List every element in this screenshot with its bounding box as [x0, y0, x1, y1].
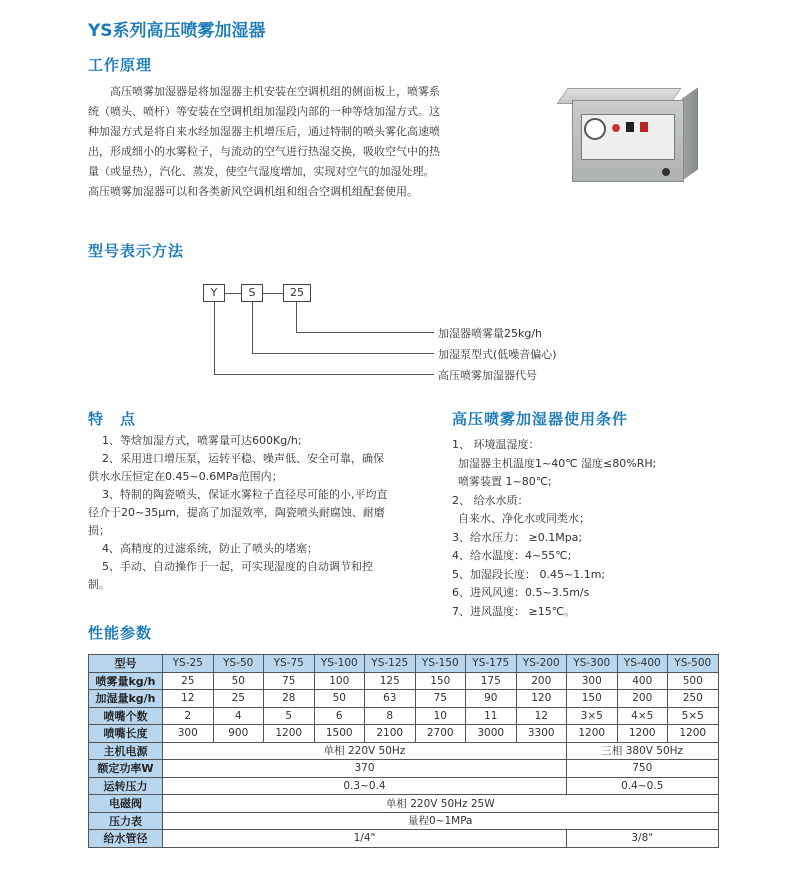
feature-line: 3、特制的陶瓷喷头，保证水雾粒子直径尽可能的小,平均直	[102, 488, 388, 501]
connector-line	[263, 293, 283, 294]
leader-line	[214, 374, 434, 375]
leader-line	[252, 353, 434, 354]
table-cell: 5×5	[668, 707, 719, 725]
table-cell: 4	[213, 707, 264, 725]
table-cell: 75	[415, 690, 466, 708]
feature-line: 1、等焓加湿方式，喷雾量可达600Kg/h;	[102, 434, 302, 447]
table-cell: 75	[264, 672, 315, 690]
model-header-cell: YS-200	[516, 655, 567, 673]
row-label: 电磁阀	[89, 795, 163, 813]
table-cell: 量程0~1MPa	[163, 812, 719, 830]
table-cell: 6	[314, 707, 365, 725]
conditions-heading: 高压喷雾加湿器使用条件	[452, 410, 629, 428]
table-cell: 25	[213, 690, 264, 708]
table-cell: 150	[567, 690, 618, 708]
conditions-text	[452, 436, 656, 621]
model-header-cell: YS-75	[264, 655, 315, 673]
table-cell: 1200	[567, 725, 618, 743]
table-cell: 10	[415, 707, 466, 725]
table-cell: 3/8"	[567, 830, 719, 848]
model-header-cell: YS-500	[668, 655, 719, 673]
model-header-cell: YS-175	[466, 655, 517, 673]
specs-heading: 性能参数	[88, 624, 153, 642]
feature-line: 径介于20~35μm，提高了加湿效率，陶瓷喷头耐腐蚀、耐磨	[88, 506, 385, 519]
table-row	[89, 795, 719, 813]
table-cell: 200	[516, 672, 567, 690]
table-cell: 3000	[466, 725, 517, 743]
table-cell: 50	[213, 672, 264, 690]
row-label: 加湿量kg/h	[89, 690, 163, 708]
model-label-code: 高压喷雾加湿器代号	[438, 369, 537, 382]
principle-line: 高压喷雾加湿器是将加湿器主机安装在空调机组的侧面板上，喷雾系	[110, 85, 440, 98]
table-cell: 200	[617, 690, 668, 708]
table-cell: 25	[163, 672, 214, 690]
model-header-cell: YS-125	[365, 655, 416, 673]
features-heading: 特 点	[88, 410, 137, 428]
table-cell: 0.4~0.5	[567, 777, 719, 795]
row-label: 给水管径	[89, 830, 163, 848]
page-title: YS系列高压喷雾加湿器	[88, 21, 266, 41]
model-header-cell: YS-150	[415, 655, 466, 673]
device-side	[682, 87, 698, 180]
connector-line	[225, 293, 241, 294]
principle-line: 统（喷头、喷杆）等安装在空调机组加湿段内部的一种等焓加湿方式。这	[88, 105, 440, 118]
condition-line: 喷雾装置 1~80℃;	[458, 475, 552, 488]
table-cell: 300	[567, 672, 618, 690]
model-label-capacity: 加湿器喷雾量25kg/h	[438, 327, 543, 340]
table-row	[89, 777, 719, 795]
row-label: 运转压力	[89, 777, 163, 795]
table-cell: 400	[617, 672, 668, 690]
principle-line: 出，形成细小的水雾粒子，与流动的空气进行热湿交换，吸收空气中的热	[88, 145, 440, 158]
table-cell: 500	[668, 672, 719, 690]
table-cell: 175	[466, 672, 517, 690]
principle-line: 种加湿方式是将自来水经加湿器主机增压后，通过特制的喷头雾化高速喷	[88, 125, 440, 138]
leader-line	[296, 302, 297, 332]
principle-text	[88, 82, 440, 202]
model-header-cell: YS-100	[314, 655, 365, 673]
feature-line: 2、采用进口增压泵，运转平稳、噪声低、安全可靠，确保	[102, 452, 384, 465]
table-row	[89, 830, 719, 848]
row-label: 额定功率W	[89, 760, 163, 778]
switch-icon	[640, 122, 648, 132]
table-cell: 100	[314, 672, 365, 690]
table-row	[89, 672, 719, 690]
model-header-cell: YS-300	[567, 655, 618, 673]
leader-line	[214, 302, 215, 374]
table-cell: 单相 220V 50Hz 25W	[163, 795, 719, 813]
table-cell: 3×5	[567, 707, 618, 725]
condition-line: 4、给水温度：4~55℃;	[452, 549, 572, 562]
feature-line: 4、高精度的过滤系统，防止了喷头的堵塞；	[102, 542, 318, 555]
principle-heading: 工作原理	[88, 56, 153, 74]
table-cell: 370	[163, 760, 567, 778]
table-cell: 750	[567, 760, 719, 778]
specs-table	[88, 654, 719, 848]
indicator-light-icon	[612, 124, 620, 132]
table-cell: 1500	[314, 725, 365, 743]
model-box-y: Y	[203, 284, 225, 302]
table-cell: 1200	[617, 725, 668, 743]
leader-line	[252, 302, 253, 353]
model-header-cell: YS-50	[213, 655, 264, 673]
table-cell: 63	[365, 690, 416, 708]
table-row	[89, 690, 719, 708]
table-cell: 1/4"	[163, 830, 567, 848]
principle-line: 量（或显热），汽化、蒸发，使空气湿度增加，实现对空气的加湿处理。	[88, 165, 435, 178]
condition-line: 2、 给水水质：	[452, 493, 529, 507]
model-header-cell: YS-25	[163, 655, 214, 673]
table-cell: 2	[163, 707, 214, 725]
table-cell: 12	[163, 690, 214, 708]
table-cell: 三相 380V 50Hz	[567, 742, 719, 760]
table-header-cell: 型号	[89, 655, 163, 673]
table-row	[89, 655, 719, 673]
row-label: 喷嘴个数	[89, 707, 163, 725]
table-cell: 1200	[264, 725, 315, 743]
table-cell: 5	[264, 707, 315, 725]
table-cell: 2700	[415, 725, 466, 743]
table-row	[89, 742, 719, 760]
row-label: 喷雾量kg/h	[89, 672, 163, 690]
table-row	[89, 812, 719, 830]
table-cell: 90	[466, 690, 517, 708]
condition-line: 7、进风温度： ≥15℃。	[452, 604, 576, 618]
table-cell: 单相 220V 50Hz	[163, 742, 567, 760]
condition-line: 6、进风风速：0.5~3.5m/s	[452, 586, 590, 599]
table-cell: 2100	[365, 725, 416, 743]
table-cell: 3300	[516, 725, 567, 743]
row-label: 喷嘴长度	[89, 725, 163, 743]
table-cell: 150	[415, 672, 466, 690]
principle-line: 高压喷雾加湿器可以和各类新风空调机组和组合空调机组配套使用。	[88, 185, 418, 198]
feature-line: 损；	[88, 524, 110, 537]
model-header-cell: YS-400	[617, 655, 668, 673]
table-cell: 1200	[668, 725, 719, 743]
condition-line: 自来水、净化水或同类水；	[458, 512, 590, 525]
table-cell: 0.3~0.4	[163, 777, 567, 795]
feature-line: 制。	[88, 578, 110, 591]
model-box-25: 25	[283, 284, 311, 302]
table-cell: 28	[264, 690, 315, 708]
table-row	[89, 707, 719, 725]
table-cell: 50	[314, 690, 365, 708]
table-cell: 300	[163, 725, 214, 743]
row-label: 主机电源	[89, 742, 163, 760]
condition-line: 5、加湿段长度： 0.45~1.1m;	[452, 567, 606, 581]
model-label-pump: 加湿泵型式(低噪音偏心)	[438, 348, 557, 361]
condition-line: 1、 环境温湿度：	[452, 438, 540, 451]
table-cell: 11	[466, 707, 517, 725]
table-cell: 900	[213, 725, 264, 743]
features-text	[88, 432, 388, 594]
feature-line: 供水水压恒定在0.45~0.6MPa范围内；	[88, 470, 283, 483]
row-label: 压力表	[89, 812, 163, 830]
table-row	[89, 725, 719, 743]
table-cell: 120	[516, 690, 567, 708]
switch-icon	[626, 122, 634, 132]
table-cell: 125	[365, 672, 416, 690]
condition-line: 3、给水压力： ≥0.1Mpa;	[452, 530, 583, 544]
pressure-gauge-icon	[584, 118, 606, 140]
feature-line: 5、手动、自动操作于一起，可实现湿度的自动调节和控	[102, 560, 373, 573]
table-cell: 8	[365, 707, 416, 725]
leader-line	[296, 332, 434, 333]
table-cell: 12	[516, 707, 567, 725]
table-row	[89, 760, 719, 778]
cable-port-icon	[662, 168, 670, 176]
condition-line: 加湿器主机温度1~40℃ 湿度≤80%RH;	[458, 456, 657, 470]
model-heading: 型号表示方法	[88, 242, 185, 260]
table-cell: 250	[668, 690, 719, 708]
table-cell: 4×5	[617, 707, 668, 725]
model-box-s: S	[241, 284, 263, 302]
